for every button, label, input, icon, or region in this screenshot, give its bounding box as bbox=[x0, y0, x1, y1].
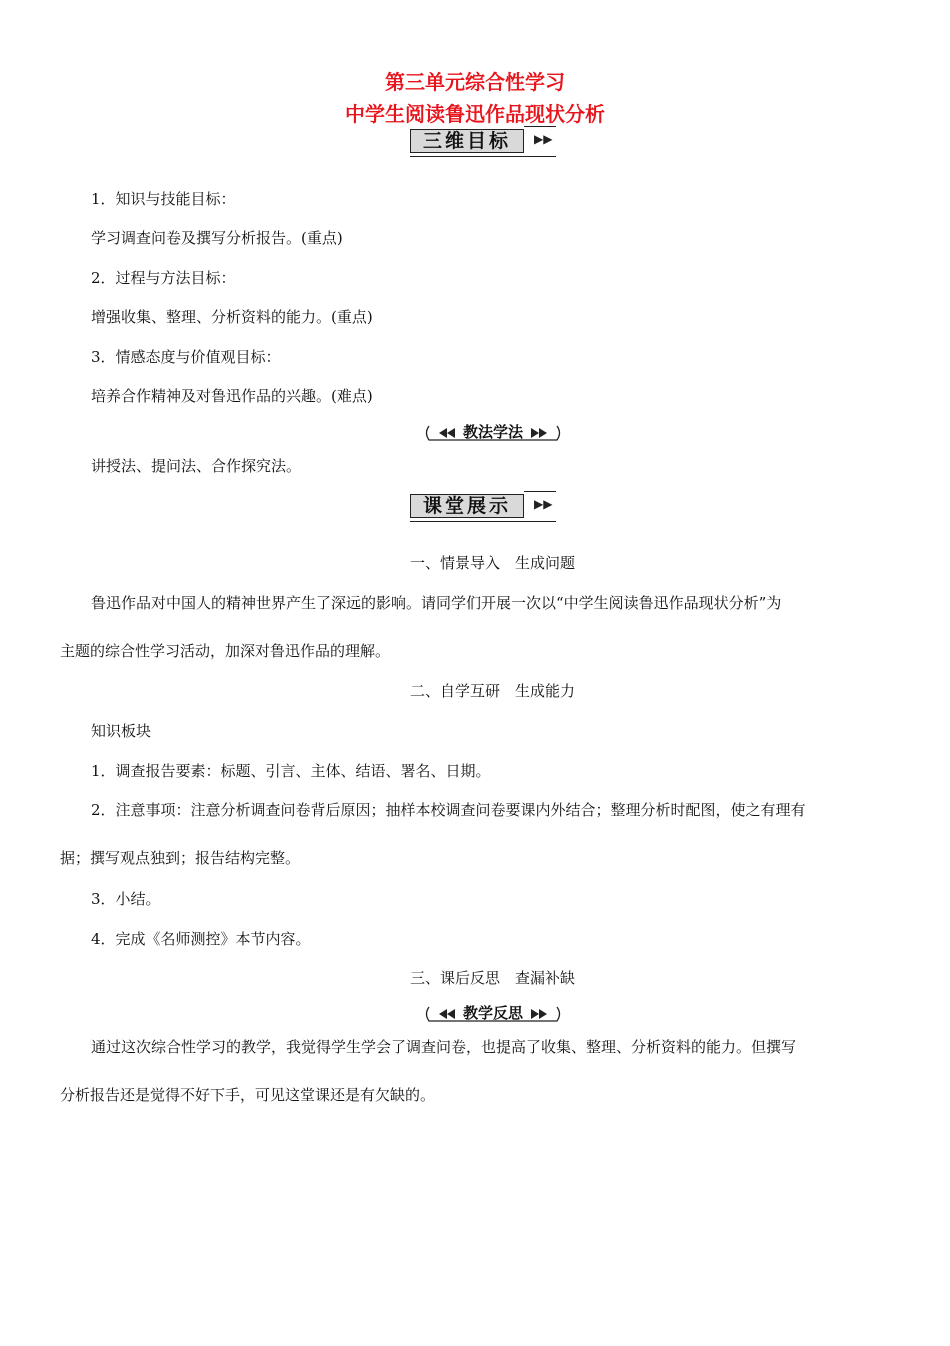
goals-heading-badge bbox=[410, 126, 556, 160]
part2-subtitle: 知识板块 bbox=[91, 722, 152, 740]
methods-heading-pill bbox=[423, 421, 563, 445]
reflection-line1: 通过这次综合性学习的教学，我觉得学生学会了调查问卷，也提高了收集、整理、分析资料的能力。但撰写 bbox=[91, 1038, 797, 1056]
part2-title: 二、自学互研 生成能力 bbox=[409, 682, 575, 700]
reflection-heading: 教学反思 bbox=[462, 1004, 523, 1022]
methods-text: 讲授法、提问法、合作探究法。 bbox=[91, 457, 302, 475]
methods-heading: 教法学法 bbox=[462, 423, 523, 441]
knowledge-item-4: 4．完成《名师测控》本节内容。 bbox=[91, 930, 311, 948]
classroom-heading-badge bbox=[410, 491, 556, 525]
double-arrow-icon: ▶▶ bbox=[534, 497, 553, 511]
goal-1-text: 学习调查问卷及撰写分析报告。(重点) bbox=[91, 229, 343, 247]
goal-1-title: 1．知识与技能目标： bbox=[91, 190, 236, 208]
goals-heading: 三维目标 bbox=[410, 129, 524, 153]
reflection-line2: 分析报告还是觉得不好下手，可见这堂课还是有欠缺的。 bbox=[60, 1086, 436, 1104]
goal-3-text: 培养合作精神及对鲁迅作品的兴趣。(难点) bbox=[91, 387, 373, 405]
part3-title: 三、课后反思 查漏补缺 bbox=[409, 969, 575, 987]
knowledge-item-1: 1．调查报告要素：标题、引言、主体、结语、署名、日期。 bbox=[91, 762, 491, 780]
knowledge-item-2-line2: 据；撰写观点独到；报告结构完整。 bbox=[60, 849, 301, 867]
reflection-heading-pill bbox=[423, 1002, 563, 1026]
double-arrow-icon: ▶▶ bbox=[534, 132, 553, 146]
part1-line2: 主题的综合性学习活动，加深对鲁迅作品的理解。 bbox=[60, 642, 391, 660]
knowledge-item-3: 3．小结。 bbox=[91, 890, 161, 908]
part1-line1: 鲁迅作品对中国人的精神世界产生了深远的影响。请同学们开展一次以“中学生阅读鲁迅作品现状分析”为 bbox=[91, 594, 782, 612]
goal-2-text: 增强收集、整理、分析资料的能力。(重点) bbox=[91, 308, 373, 326]
document-subtitle: 中学生阅读鲁迅作品现状分析 bbox=[345, 102, 605, 126]
goal-3-title: 3．情感态度与价值观目标： bbox=[91, 348, 281, 366]
part1-title: 一、情景导入 生成问题 bbox=[409, 554, 575, 572]
classroom-heading: 课堂展示 bbox=[410, 494, 524, 518]
goal-2-title: 2．过程与方法目标： bbox=[91, 269, 236, 287]
knowledge-item-2-line1: 2．注意事项：注意分析调查问卷背后原因；抽样本校调查问卷要课内外结合；整理分析时配图，使之有理有 bbox=[91, 801, 806, 819]
document-title: 第三单元综合性学习 bbox=[385, 70, 565, 94]
